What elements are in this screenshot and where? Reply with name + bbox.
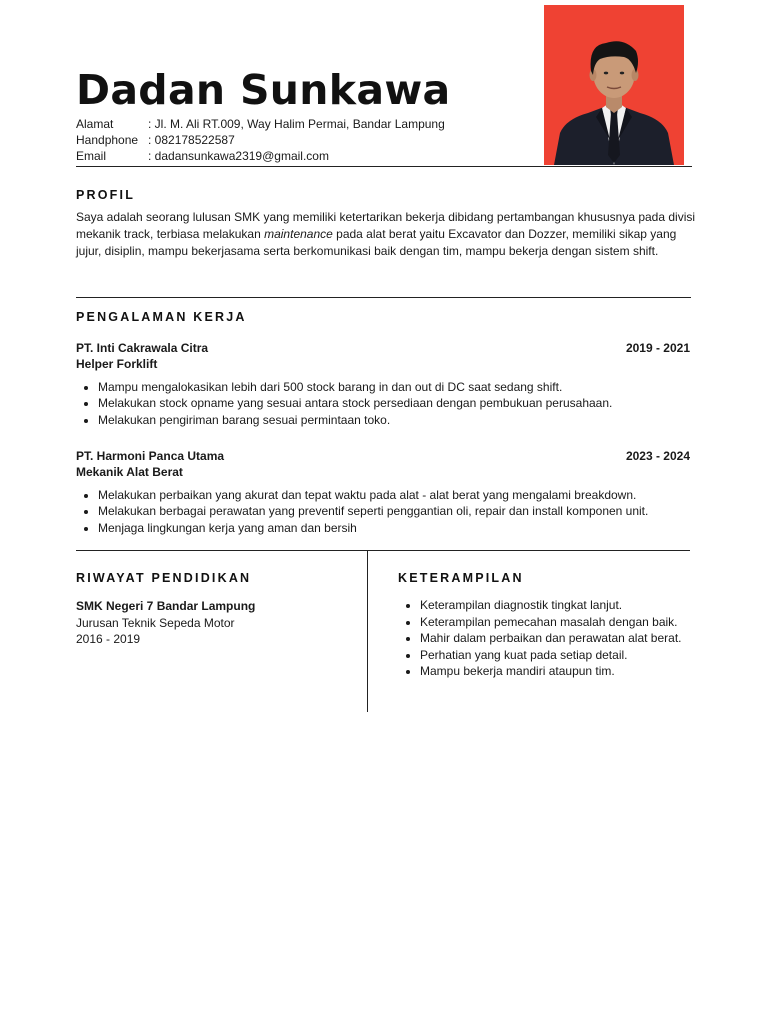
skill-item: • Mahir dalam perbaikan dan perawatan alat berat. bbox=[420, 630, 683, 647]
contact-value: : Jl. M. Ali RT.009, Way Halim Permai, Bandar Lampung bbox=[148, 117, 445, 131]
profile-divider bbox=[76, 297, 691, 298]
resume-name: Dadan Sunkawa bbox=[76, 66, 451, 114]
job-period: 2023 - 2024 bbox=[625, 449, 690, 463]
skills-block bbox=[398, 597, 683, 680]
skills-heading: KETERAMPILAN bbox=[398, 571, 524, 585]
profile-heading: PROFIL bbox=[76, 188, 136, 202]
profile-photo bbox=[544, 5, 684, 165]
portrait-illustration bbox=[544, 5, 684, 165]
column-divider bbox=[367, 550, 368, 712]
profile-text bbox=[76, 209, 696, 259]
job-header bbox=[76, 340, 690, 356]
skill-item: • Keterampilan pemecahan masalah dengan baik. bbox=[420, 614, 683, 631]
header-divider bbox=[76, 166, 692, 167]
job-task: • Melakukan stock opname yang sesuai antara stock persediaan dengan pembukuan perusahaan. bbox=[98, 395, 690, 411]
skills-list bbox=[398, 597, 683, 680]
job-task: • Melakukan berbagai perawatan yang preventif seperti penggantian oli, repair dan install komponen unit. bbox=[98, 503, 690, 519]
contact-block bbox=[76, 116, 445, 164]
contact-row-email bbox=[76, 148, 445, 164]
experience-heading: PENGALAMAN KERJA bbox=[76, 310, 247, 324]
job-task: • Melakukan perbaikan yang akurat dan tepat waktu pada alat - alat berat yang mengalami breakdown. bbox=[98, 487, 690, 503]
profile-text-emphasis: maintenance bbox=[264, 226, 333, 241]
contact-row-phone bbox=[76, 132, 445, 148]
contact-value: : 082178522587 bbox=[148, 133, 235, 147]
experience-divider bbox=[76, 550, 690, 551]
job-entry bbox=[76, 340, 690, 428]
contact-value: : dadansunkawa2319@gmail.com bbox=[148, 149, 329, 163]
job-company: PT. Harmoni Panca Utama bbox=[76, 449, 225, 463]
job-company: PT. Inti Cakrawala Citra bbox=[76, 341, 209, 355]
education-period: 2016 - 2019 bbox=[76, 632, 141, 646]
profile-text-end: pada alat berat yaitu Excavator dan Dozzer, memiliki sikap yang jujur, disiplin, mampu bekerjasama serta berkomunikasi baik dengan tim, mampu bekerja dengan sistem shift. bbox=[76, 226, 677, 258]
job-entry bbox=[76, 448, 690, 536]
skill-item: • Keterampilan diagnostik tingkat lanjut. bbox=[420, 597, 683, 614]
job-task: • Menjaga lingkungan kerja yang aman dan bersih bbox=[98, 520, 690, 536]
education-school: SMK Negeri 7 Bandar Lampung bbox=[76, 599, 256, 613]
job-task-list bbox=[76, 379, 690, 428]
job-task: • Melakukan pengiriman barang sesuai permintaan toko. bbox=[98, 412, 690, 428]
education-major: Jurusan Teknik Sepeda Motor bbox=[76, 615, 235, 630]
job-period: 2019 - 2021 bbox=[625, 341, 690, 355]
job-role: Helper Forklift bbox=[76, 357, 158, 371]
contact-row-address bbox=[76, 116, 445, 132]
skill-item: • Perhatian yang kuat pada setiap detail. bbox=[420, 647, 683, 664]
contact-label: Handphone bbox=[76, 133, 139, 147]
contact-label: Alamat bbox=[76, 117, 114, 131]
education-heading: RIWAYAT PENDIDIKAN bbox=[76, 571, 252, 585]
job-task-list bbox=[76, 487, 690, 536]
job-header bbox=[76, 448, 690, 464]
job-role: Mekanik Alat Berat bbox=[76, 465, 183, 479]
contact-label: Email bbox=[76, 149, 107, 163]
education-entry bbox=[76, 598, 255, 648]
job-task: • Mampu mengalokasikan lebih dari 500 stock barang in dan out di DC saat sedang shift. bbox=[98, 379, 690, 395]
profile-text-start: Saya adalah seorang lulusan SMK yang memiliki ketertarikan bekerja dibidang pertambangan khususnya pada divisi mekanik track, terbiasa melakukan bbox=[76, 210, 696, 241]
skill-item: • Mampu bekerja mandiri ataupun tim. bbox=[420, 663, 683, 680]
